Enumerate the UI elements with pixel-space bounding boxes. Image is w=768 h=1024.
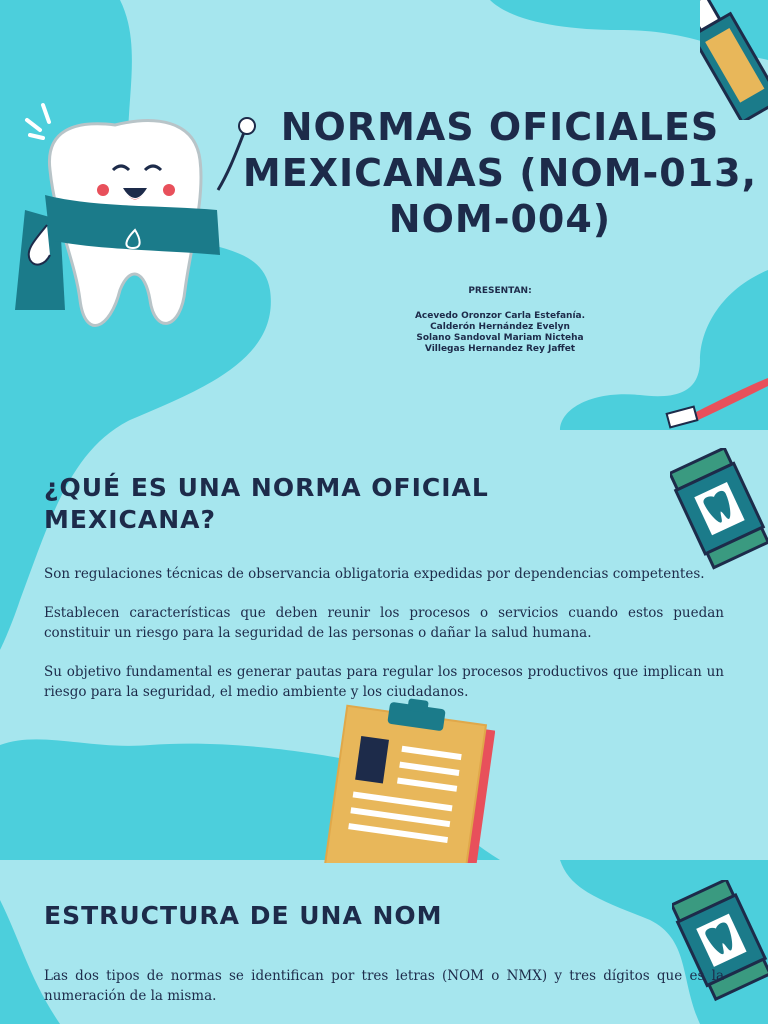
- section-heading-structure: ESTRUCTURA DE UNA NOM: [44, 901, 443, 930]
- author-name: Villegas Hernandez Rey Jaffet: [424, 344, 576, 354]
- page-title: NORMAS OFICIALES MEXICANAS (NOM-013, NOM-004): [242, 105, 758, 241]
- section-heading-what-is-nom: ¿QUÉ ES UNA NORMA OFICIAL MEXICANA?: [44, 473, 489, 534]
- presentan-label: PRESENTAN:: [468, 286, 532, 296]
- toothpaste-icon: [700, 0, 768, 120]
- paragraph: Su objetivo fundamental es generar pautas para regular los procesos productivos que implican un riesgo para la seguridad, el medio ambiente y los ciudadanos.: [44, 664, 724, 700]
- paragraph: Las dos tipos de normas se identifican por tres letras (NOM o NMX) y tres dígitos que es la numeración de la misma.: [44, 968, 724, 1004]
- floss-icon: [670, 448, 768, 573]
- paragraph: Establecen características que deben reunir los procesos o servicios cuando estos puedan constituir un riesgo para la seguridad de las personas o dañar la salud humana.: [44, 605, 724, 641]
- author-name: Acevedo Oronzor Carla Estefanía.: [414, 311, 586, 321]
- clipboard-icon: [305, 698, 495, 863]
- toothbrush-icon: [660, 370, 768, 435]
- author-name: Solano Sandoval Mariam Nicteha: [416, 333, 584, 343]
- tooth-mascot-icon: [5, 90, 265, 350]
- author-list: [380, 311, 620, 355]
- paragraph: Son regulaciones técnicas de observancia obligatoria expedidas por dependencias competentes.: [44, 566, 705, 582]
- author-name: Calderón Hernández Evelyn: [430, 322, 570, 332]
